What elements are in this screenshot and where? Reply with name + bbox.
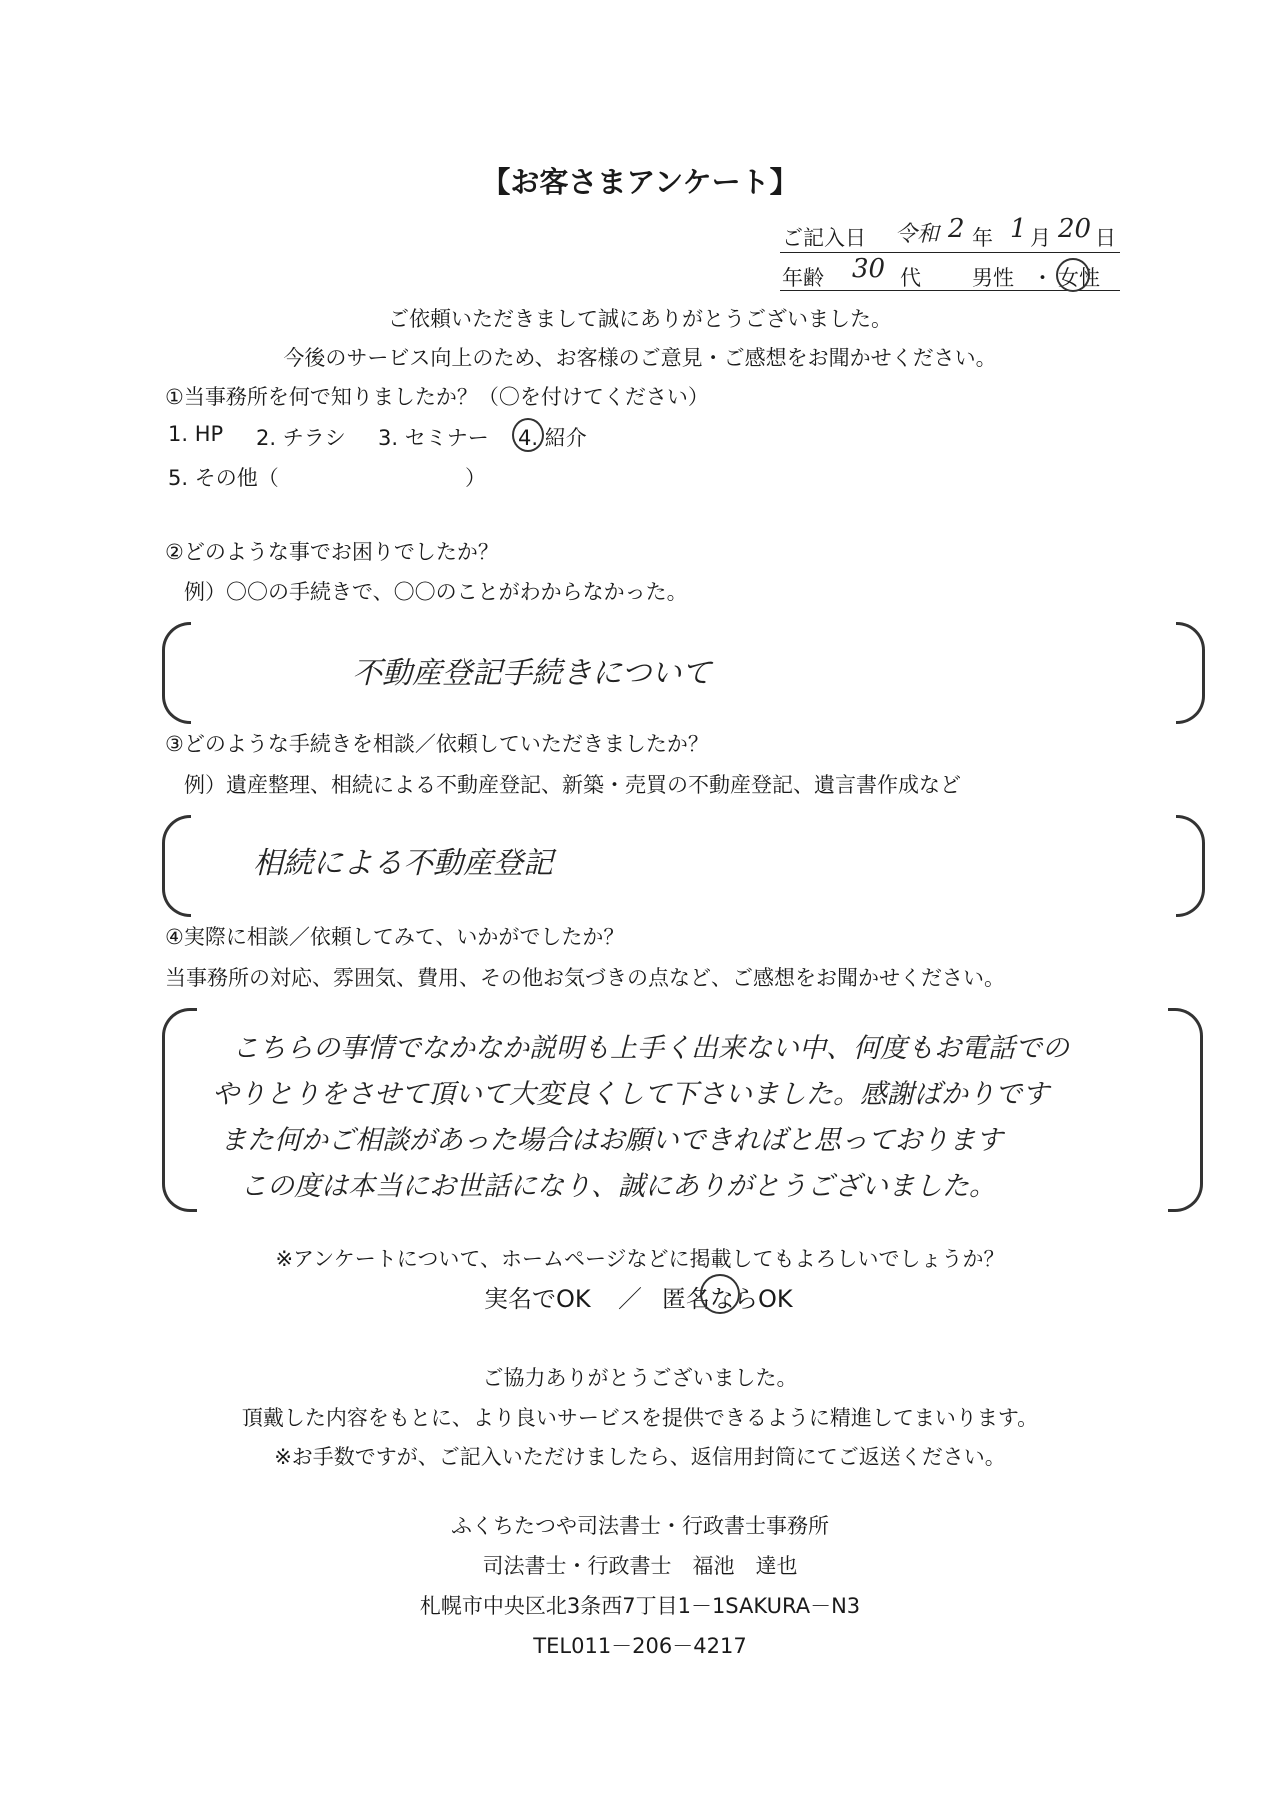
age-value: 30 — [852, 254, 886, 284]
q4-answer-line-4: この度は本当にお世話になり、誠にありがとうございました。 — [240, 1171, 996, 1202]
date-year: 2 — [948, 214, 965, 244]
footer-tel: TEL011－206－4217 — [533, 1634, 747, 1658]
closing-line-1: ご協力ありがとうございました。 — [482, 1366, 798, 1390]
q4-example: 当事務所の対応、雰囲気、費用、その他お気づきの点など、ご感想をお聞かせください。 — [165, 966, 1005, 990]
q3-bracket-right — [1176, 815, 1205, 917]
q2-answer: 不動産登記手続きについて — [352, 656, 712, 691]
q2-bracket-left — [162, 622, 191, 724]
q4-bracket-left — [162, 1008, 197, 1212]
q1-option-referral: 4. 紹介 — [518, 426, 587, 450]
q1-option-flyer: 2. チラシ — [256, 426, 346, 450]
footer-address: 札幌市中央区北3条西7丁目1－1SAKURA－N3 — [419, 1594, 861, 1618]
q4-answer-line-3: また何かご相談があった場合はお願いできればと思っております — [220, 1125, 1003, 1156]
q4-answer-line-1: こちらの事情でなかなか説明も上手く出来ない中、何度もお電話での — [232, 1033, 1069, 1064]
date-day: 20 — [1058, 214, 1092, 244]
q1-option-seminar: 3. セミナー — [378, 426, 489, 450]
footer-title-name: 司法書士・行政書士 福池 達也 — [482, 1554, 798, 1578]
gender-dot: ・ — [1032, 266, 1053, 290]
q3-example: 例）遺産整理、相続による不動産登記、新築・売買の不動産登記、遺言書作成など — [184, 773, 961, 797]
publish-option-anonymous: 匿名ならOK — [662, 1285, 793, 1313]
date-year-unit: 年 — [972, 226, 993, 250]
closing-line-2: 頂戴した内容をもとに、より良いサービスを提供できるように精進してまいります。 — [241, 1406, 1039, 1430]
q1-option-other-close: ） — [465, 466, 486, 490]
publish-question: ※アンケートについて、ホームページなどに掲載してもよろしいでしょうか？ — [275, 1247, 1005, 1271]
closing-line-3: ※お手数ですが、ご記入いただけましたら、返信用封筒にてご返送ください。 — [274, 1445, 1006, 1469]
q4-answer-line-2: やりとりをさせて頂いて大変良くして下さいました。感謝ばかりです — [212, 1079, 1049, 1110]
q4-bracket-right — [1168, 1008, 1203, 1212]
publish-option-real-name: 実名でOK — [484, 1285, 591, 1313]
date-month: 1 — [1010, 214, 1027, 244]
publish-anonymous-circle — [700, 1274, 740, 1314]
survey-title: 【お客さまアンケート】 — [481, 165, 799, 199]
date-month-unit: 月 — [1030, 226, 1051, 250]
intro-line-1: ご依頼いただきまして誠にありがとうございました。 — [388, 307, 892, 331]
date-era: 令和 — [895, 222, 940, 247]
q4-question: ④実際に相談／依頼してみて、いかがでしたか？ — [165, 925, 625, 949]
publish-slash: ／ — [618, 1285, 642, 1313]
date-underline — [780, 252, 1120, 253]
q3-bracket-left — [162, 815, 191, 917]
gender-male: 男性 — [972, 266, 1014, 290]
date-label: ご記入日 — [782, 226, 866, 250]
q1-question: ①当事務所を何で知りましたか？（〇を付けてください） — [165, 385, 709, 409]
gender-female: 女性 — [1058, 266, 1100, 290]
q3-answer: 相続による不動産登記 — [253, 846, 553, 881]
q1-referral-circle — [512, 418, 544, 452]
q1-option-other: 5. その他（ — [168, 466, 279, 490]
q3-question: ③どのような手続きを相談／依頼していただきましたか？ — [165, 732, 709, 756]
q1-option-hp: 1. HP — [168, 422, 224, 446]
footer-office-name: ふくちたつや司法書士・行政書士事務所 — [451, 1514, 829, 1538]
date-day-unit: 日 — [1095, 226, 1116, 250]
gender-female-circle — [1056, 258, 1090, 292]
intro-line-2: 今後のサービス向上のため、お客様のご意見・ご感想をお聞かせください。 — [283, 346, 997, 370]
age-label: 年齢 — [782, 266, 824, 290]
q2-bracket-right — [1176, 622, 1205, 724]
age-unit: 代 — [900, 266, 921, 290]
q2-example: 例）〇〇の手続きで、〇〇のことがわからなかった。 — [184, 580, 688, 604]
q2-question: ②どのような事でお困りでしたか？ — [165, 540, 499, 564]
